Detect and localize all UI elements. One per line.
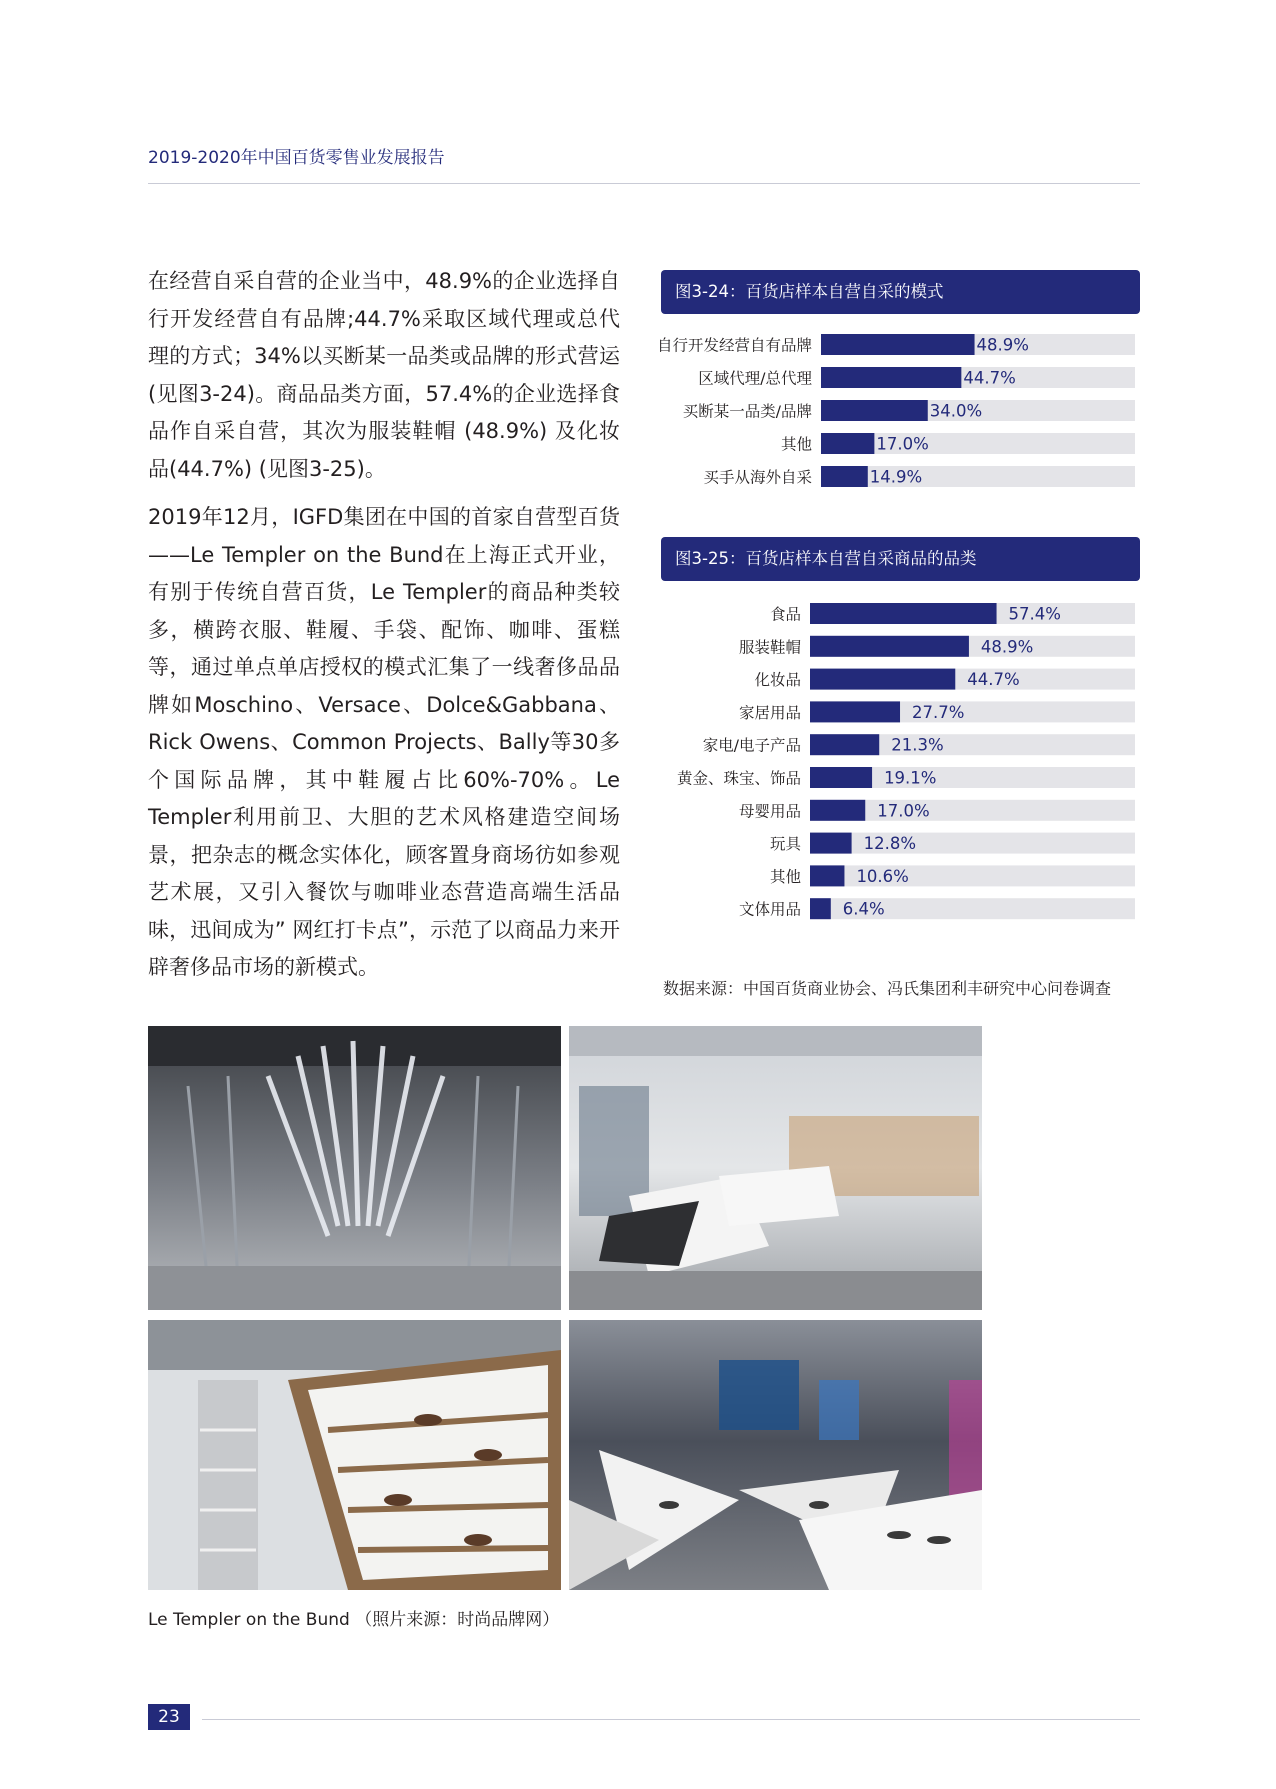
chart-3-25-title: 图3-25：百货店样本自营自采商品的品类	[661, 537, 1140, 581]
bar	[821, 466, 868, 487]
chart-3-24	[655, 324, 1145, 514]
photo-shoe-shelves	[148, 1320, 561, 1590]
category-label: 化妆品	[754, 671, 801, 690]
photo-sofa-lounge	[569, 1026, 982, 1310]
value-label: 14.9%	[869, 467, 923, 487]
photo-caption: Le Templer on the Bund （照片来源：时尚品牌网）	[148, 1610, 560, 1630]
bar	[810, 865, 844, 886]
chart-3-24-title: 图3-24：百货店样本自营自采的模式	[661, 270, 1140, 314]
bar	[810, 833, 852, 854]
bar	[821, 367, 961, 388]
value-label: 17.0%	[877, 801, 930, 821]
photo-light-sculpture	[148, 1026, 561, 1310]
value-label: 17.0%	[876, 434, 929, 454]
value-label: 27.7%	[912, 702, 965, 722]
bar	[810, 669, 955, 690]
category-label: 其他	[780, 435, 812, 454]
header-divider	[148, 183, 1140, 184]
category-label: 玩具	[769, 835, 801, 854]
bar-track	[821, 466, 1135, 487]
value-label: 10.6%	[856, 866, 909, 886]
bar	[821, 433, 874, 454]
paragraph-2: 2019年12月，IGFD集团在中国的首家自营型百货——Le Templer on the Bund在上海正式开业，有别于传统自营百货，Le Templer的商品种类较多，横跨衣服、鞋履、手袋、配饰、咖啡、蛋糕等，通过单点单店授权的模式汇集了一线奢侈品品牌如Moschino、Versace、Dolce&Gabbana、Rick Owens、Common Projects、Bally等30多个国际品牌，其中鞋履占比60%-70%。Le Templer利用前卫、大胆的艺术风格建造空间场景，把杂志的概念实体化，顾客置身商场彷如参观艺术展，又引入餐饮与咖啡业态营造高端生活品味，迅间成为” 网红打卡点”，示范了以商品力来开辟奢侈品市场的新模式。	[148, 505, 620, 979]
value-label: 6.4%	[842, 899, 885, 919]
category-label: 区域代理/总代理	[698, 369, 812, 388]
category-label: 家电/电子产品	[702, 736, 801, 755]
value-label: 34.0%	[929, 401, 983, 421]
category-label: 家居用品	[738, 703, 801, 722]
category-label: 其他	[769, 867, 801, 886]
bar-track	[810, 833, 1135, 854]
bar	[810, 701, 900, 722]
category-label: 买断某一品类/品牌	[682, 402, 812, 421]
category-label: 自行开发经营自有品牌	[656, 336, 812, 355]
bar	[821, 334, 975, 355]
paragraph-1: 在经营自采自营的企业当中，48.9%的企业选择自行开发经营自有品牌;44.7%采取区域代理或总代理的方式；34%以买断某一品类或品牌的形式营运(见图3-24)。商品品类方面，57.4%的企业选择食品作自采自营，其次为服装鞋帽 (48.9%) 及化妆品(44.7%) (见图3-25)。	[148, 269, 620, 481]
category-label: 母婴用品	[738, 802, 801, 821]
bar	[810, 898, 831, 919]
photo-triangular-displays	[569, 1320, 982, 1590]
value-label: 21.3%	[891, 735, 944, 755]
category-label: 买手从海外自采	[703, 468, 812, 487]
value-label: 44.7%	[963, 368, 1016, 388]
value-label: 12.8%	[863, 834, 917, 854]
bar	[810, 800, 865, 821]
value-label: 19.1%	[884, 768, 937, 788]
bar	[810, 603, 997, 624]
value-label: 57.4%	[1008, 604, 1061, 624]
value-label: 48.9%	[980, 637, 1034, 657]
chart-3-25	[655, 593, 1145, 973]
category-label: 黄金、珠宝、饰品	[676, 769, 801, 788]
bar	[810, 734, 879, 755]
data-source-note: 数据来源：中国百货商业协会、冯氏集团利丰研究中心问卷调查	[663, 979, 1112, 998]
category-label: 文体用品	[738, 900, 801, 919]
category-label: 服装鞋帽	[738, 638, 801, 657]
bar	[821, 400, 928, 421]
page-number: 23	[148, 1704, 190, 1730]
bar	[810, 636, 969, 657]
bar	[810, 767, 872, 788]
footer-divider	[202, 1719, 1140, 1720]
value-label: 48.9%	[976, 335, 1029, 355]
value-label: 44.7%	[967, 670, 1020, 690]
report-title: 2019-2020年中国百货零售业发展报告	[148, 148, 445, 168]
category-label: 食品	[769, 605, 801, 624]
